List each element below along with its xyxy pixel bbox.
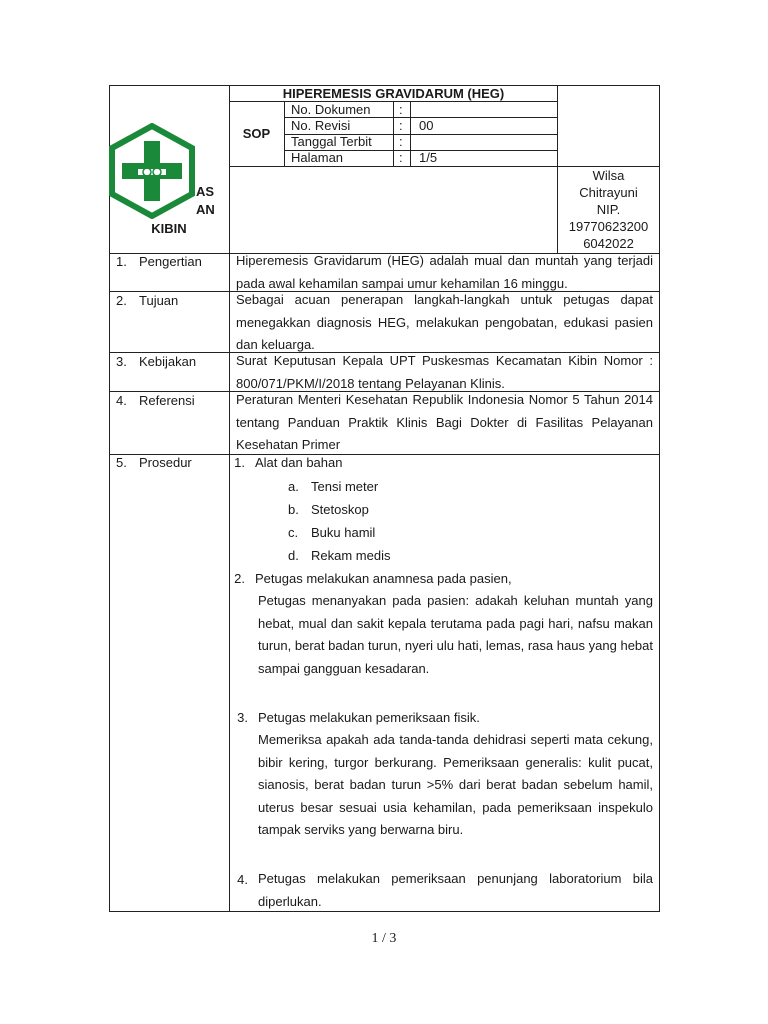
list-item-letter: d. [288, 548, 299, 563]
table-col-divider [229, 85, 230, 912]
signer-nip-line2: 6042022 [583, 236, 634, 251]
signer-name-line1: Wilsa [592, 168, 625, 183]
field-colon: : [399, 118, 403, 133]
table-border-right [659, 85, 660, 912]
org-name-line3: KIBIN [151, 221, 187, 236]
field-label-halaman: Halaman [291, 150, 344, 165]
field-label-no-revisi: No. Revisi [291, 118, 351, 133]
list-item: Rekam medis [311, 548, 391, 563]
step-detail-anamnesa: Petugas menanyakan pada pasien: adakah keluhan muntah yang hebat, mual dan sakit kepala terutama pada pagi hari, nafsu makan turun, berat badan turun, nyeri ulu hati, lemas, rasa haus yang hebat sampai gangguan kesadaran. [258, 593, 653, 676]
section-number: 5. [116, 455, 127, 470]
list-item-letter: c. [288, 525, 299, 540]
section-text-kebijakan: Surat Keputusan Kepala UPT Puskesmas Kecamatan Kibin Nomor : 800/071/PKM/I/2018 tentang Pelayanan Klinis. [236, 353, 653, 391]
section-text-tujuan: Sebagai acuan penerapan langkah-langkah untuk petugas dapat menegakkan diagnosis HEG, melakukan pengobatan, edukasi pasien dan keluarga. [236, 292, 653, 352]
step-number: 2. [234, 571, 245, 586]
step-number: 1. [234, 455, 245, 470]
section-number: 3. [116, 354, 127, 369]
step-title-pemeriksaan-penunjang: Petugas melakukan pemeriksaan penunjang laboratorium bila diperlukan. [258, 871, 653, 909]
section-label-pengertian: Pengertian [139, 254, 202, 269]
section-text-referensi: Peraturan Menteri Kesehatan Republik Indonesia Nomor 5 Tahun 2014 tentang Panduan Praktik Klinis Bagi Dokter di Fasilitas Pelayanan Kesehatan Primer [236, 392, 653, 452]
page-number: 1 / 3 [371, 931, 397, 946]
section-number: 4. [116, 393, 127, 408]
org-name-line1: AS [196, 184, 215, 199]
step-title-pemeriksaan-fisik: Petugas melakukan pemeriksaan fisik. [258, 710, 480, 725]
org-name-line2: AN [196, 202, 215, 217]
signer-name-line2: Chitrayuni [579, 185, 638, 200]
list-item: Stetoskop [311, 502, 369, 517]
field-colon: : [399, 150, 403, 165]
field-line-4 [229, 166, 660, 167]
puskesmas-logo-icon [108, 123, 196, 219]
step-title-anamnesa: Petugas melakukan anamnesa pada pasien, [255, 571, 512, 586]
section-text-pengertian: Hiperemesis Gravidarum (HEG) adalah mual dan muntah yang terjadi pada awal kehamilan sampai umur kehamilan 16 minggu. [236, 253, 653, 291]
field-colon: : [399, 134, 403, 149]
list-item: Buku hamil [311, 525, 376, 540]
section-number: 2. [116, 293, 127, 308]
document-title: HIPEREMESIS GRAVIDARUM (HEG) [282, 86, 505, 101]
field-label-tanggal-terbit: Tanggal Terbit [291, 134, 372, 149]
list-item-letter: a. [288, 479, 299, 494]
list-item: Tensi meter [311, 479, 379, 494]
step-number: 3. [237, 710, 248, 725]
step-detail-pemeriksaan-fisik: Memeriksa apakah ada tanda-tanda dehidrasi seperti mata cekung, bibir kering, turgor berkurang. Pemeriksaan generalis: kulit pucat, sianosis, berat badan turun >5% dari berat badan sebelum hamil, uterus besar sesuai usia kehamilan, pada pemeriksaan inspekulo tampak serviks yang berwarna biru. [258, 732, 653, 837]
step-number: 4. [237, 872, 248, 887]
field-value-halaman: 1/5 [419, 150, 438, 165]
signer-nip-line1: 19770623200 [568, 219, 649, 234]
section-number: 1. [116, 254, 127, 269]
signer-nip-label: NIP. [596, 202, 621, 217]
step-title-alat-dan-bahan: Alat dan bahan [255, 455, 343, 470]
section-label-prosedur: Prosedur [139, 455, 192, 470]
field-colon: : [399, 102, 403, 117]
section-label-kebijakan: Kebijakan [139, 354, 197, 369]
section-label-referensi: Referensi [139, 393, 195, 408]
field-label-no-dokumen: No. Dokumen [291, 102, 371, 117]
list-item-letter: b. [288, 502, 299, 517]
field-value-no-revisi: 00 [419, 118, 434, 133]
sop-label: SOP [242, 126, 271, 141]
section-label-tujuan: Tujuan [139, 293, 179, 308]
